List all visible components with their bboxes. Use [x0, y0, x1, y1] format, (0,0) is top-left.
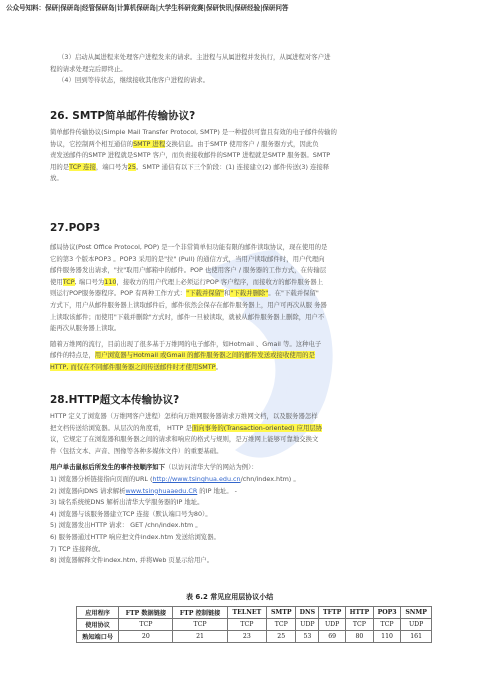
table-header-cell: TELNET [227, 607, 266, 619]
body-line: 它的第3 个版本POP3 。POP3 采用的是"拉" (Pull) 的通信方式，当用户读取邮件时，用户代理向 [50, 254, 325, 263]
step-line: 1) 浏览器分析链接指向页面的URL (http://www.tsinghua.edu.cn/chn/index.htm) 。 [50, 474, 300, 483]
table-header-cell: FTP 控制链接 [173, 607, 227, 619]
intro-step-line: （4）回到等待状态，继续接收其他客户进程的请求。 [58, 76, 210, 85]
url-link: www.tsinghuaaedu.CR [125, 486, 198, 495]
table-cell: 25 [267, 631, 296, 643]
table-header-cell: TFTP [319, 607, 345, 619]
body-line: 邮件服务器发出请求，"拉"取用户邮箱中的邮件。POP 也使用客户 / 服务器的工作方式，在传输层 [50, 266, 327, 275]
body-line: 把文档传送给浏览器。从层次的角度看， HTTP 是面向事务的(Transaction-oriented) 应用层协 [50, 423, 323, 432]
table-cell: 使用协议 [77, 619, 119, 631]
table-cell: 110 [373, 631, 400, 643]
table-cell: 80 [345, 631, 373, 643]
step-line: 2) 浏览器向DNS 请求解析www.tsinghuaaedu.CR 的IP 地址。 - [50, 486, 237, 495]
highlight: 面向事务的(Transaction-oriented) 应用层协 [191, 423, 323, 432]
body-line: 使用TCP, 端口号为110，接收方的用户代理上必须运行POP 客户程序，而接收方的邮件服务器上 [50, 277, 323, 286]
table-cell: 23 [227, 631, 266, 643]
table-cell: 熟知端口号 [77, 631, 119, 643]
body-line: 放。 [50, 174, 63, 183]
highlight: TCP [62, 277, 75, 286]
body-line: 上读取该邮件；而使用"下载并删除"方式时，邮件一旦被读取，就被从邮件服务器上删除，用户不 [50, 312, 325, 321]
table-header-cell: FTP 数据链接 [119, 607, 173, 619]
table-row [77, 631, 432, 643]
body-line: 能再次从服务器上读取。 [50, 324, 121, 333]
body-line: 简单邮件传输协议(Simple Mail Transfer Protocol, SMTP) 是一种提供可靠且有效的电子邮件传输的 [50, 128, 337, 136]
table-cell: TCP [227, 619, 266, 631]
body-line: HTTP, 而仅在不同邮件服务器之间传送邮件时才使用SMTP。 [50, 362, 222, 371]
body-line: 邮局协议(Post Office Protocol, POP) 是一个非常简单但功能有限的邮件读取协议，现在使用的是 [50, 243, 328, 251]
highlight: "下载并保留" [186, 289, 224, 298]
highlight: 25 [127, 162, 136, 171]
section-title-pop3: 27.POP3 [50, 222, 101, 234]
section-body-http [50, 411, 430, 567]
table-row [77, 619, 432, 631]
table-cell: TCP [373, 619, 400, 631]
table-cell: 21 [173, 631, 227, 643]
table-cell: UDP [296, 619, 319, 631]
step-line: 8) 浏览器解释文件index.htm, 并将Web 页显示给用户。 [50, 556, 214, 565]
table-cell: 69 [319, 631, 345, 643]
url-link: http://www.tsinghua.edu.cn [152, 474, 241, 483]
body-line: 随着万维网的流行，目前出现了很多基于万维网的电子邮件，如Hotmail 、Gmail 等。这种电子 [50, 339, 322, 348]
body-line: 邮件的特点是，用户浏览器与Hotmail 或Gmail 的邮件服务器之间的邮件发送或接收使用的是 [50, 351, 315, 360]
table-header-cell: 应用程序 [77, 607, 119, 619]
highlight: "下载并删除" [230, 289, 269, 298]
table-header-cell: SNMP [401, 607, 432, 619]
intro-step-line: 程的请求处理完后即终止。 [50, 64, 127, 73]
section-body-pop3 [50, 242, 430, 374]
body-line: 议，它规定了在浏览器和服务器之间的请求和响应的格式与规则，是万维网上能够可靠地交换文 [50, 435, 319, 444]
body-line: 件（包括文本、声音、图像等各种多媒体文件）的重要基础。 [50, 446, 223, 455]
table-cell: UDP [401, 619, 432, 631]
highlight: SMTP 进程 [133, 139, 166, 148]
highlight: TCP 连接 [69, 162, 96, 171]
section-title-smtp: 26. SMTP简单邮件传输协议? [50, 110, 196, 122]
table-header-cell: SMTP [267, 607, 296, 619]
step-line: 5) 浏览器发出HTTP 请求： GET /chn/index.htm 。 [50, 521, 202, 530]
page-header: 公众号知料：保研|保研岛|经管保研岛|计算机保研岛|大学生科研竞赛|保研快讯|保研经验|保研问答 [6, 4, 289, 12]
highlight: HTTP, 而仅在不同邮件服务器之间传送邮件时才使用SMTP [50, 362, 216, 371]
step-line: 4) 浏览器与该服务器建立TCP 连接（默认端口号为80）。 [50, 509, 212, 518]
protocol-table [76, 606, 432, 643]
step-line: 7) TCP 连接释放。 [50, 544, 105, 553]
body-line: 方式下，用户从邮件服务器上读取邮件后，邮件依然会保存在邮件服务器上，用户可再次从服 务器 [50, 300, 327, 309]
table-cell: TCP [119, 619, 173, 631]
table-cell: 20 [119, 631, 173, 643]
step-line: 6) 服务器通过HTTP 响应把文件index.htm 发送给浏览器。 [50, 532, 220, 541]
highlight: 110 [104, 277, 117, 286]
table-cell: 53 [296, 631, 319, 643]
table-cell: UDP [319, 619, 345, 631]
body-line: 协议，它控制两个相互通信的SMTP 进程交换信息。由于SMTP 使用客户 / 服务器方式，因此负 [50, 139, 319, 148]
highlight: 用户浏览器与Hotmail 或Gmail 的邮件服务器之间的邮件发送或接收使用的是 [94, 351, 315, 360]
table-header-row [77, 607, 432, 619]
table-cell: TCP [173, 619, 227, 631]
body-line: 责发送邮件的SMTP 进程就是SMTP 客户，而负责接收邮件的SMTP 进程就是SMTP 服务器。SMTP [50, 151, 331, 160]
body-line: 则运行POP服务器程序。POP 有两种工作方式："下载并保留"和"下载并删除"。在"下载并保留" [50, 289, 319, 298]
table-header-cell: HTTP [345, 607, 373, 619]
body-line: HTTP 定义了浏览器（万维网客户进程）怎样向万维网服务器请求万维网文档，以及服务器怎样 [50, 412, 318, 420]
intro-step-line: （3）启动从属进程来处理客户进程发来的请求。主进程与从属进程并发执行，从属进程对客户进 [58, 53, 331, 61]
intro-steps [50, 52, 430, 87]
steps-heading: 用户单击鼠标后所发生的事件按顺序如下（以访问清华大学的网站为例）： [50, 463, 258, 472]
body-line: 用的是TCP 连接，端口号为25。SMTP 通信有以下三个阶段：(1) 连接建立(2) 邮件传送(3) 连接释 [50, 162, 330, 171]
table-header-cell: DNS [296, 607, 319, 619]
section-title-http: 28.HTTP超文本传输协议? [50, 394, 180, 406]
table-cell: 161 [401, 631, 432, 643]
table-header-cell: POP3 [373, 607, 400, 619]
table-cell: TCP [267, 619, 296, 631]
table-cell: TCP [345, 619, 373, 631]
step-line: 3) 域名系统统DNS 解析出清华大学服务器的IP 地址。 [50, 498, 204, 507]
section-body-smtp [50, 127, 430, 185]
table-caption: 表 6.2 常见应用层协议小结 [186, 593, 274, 601]
